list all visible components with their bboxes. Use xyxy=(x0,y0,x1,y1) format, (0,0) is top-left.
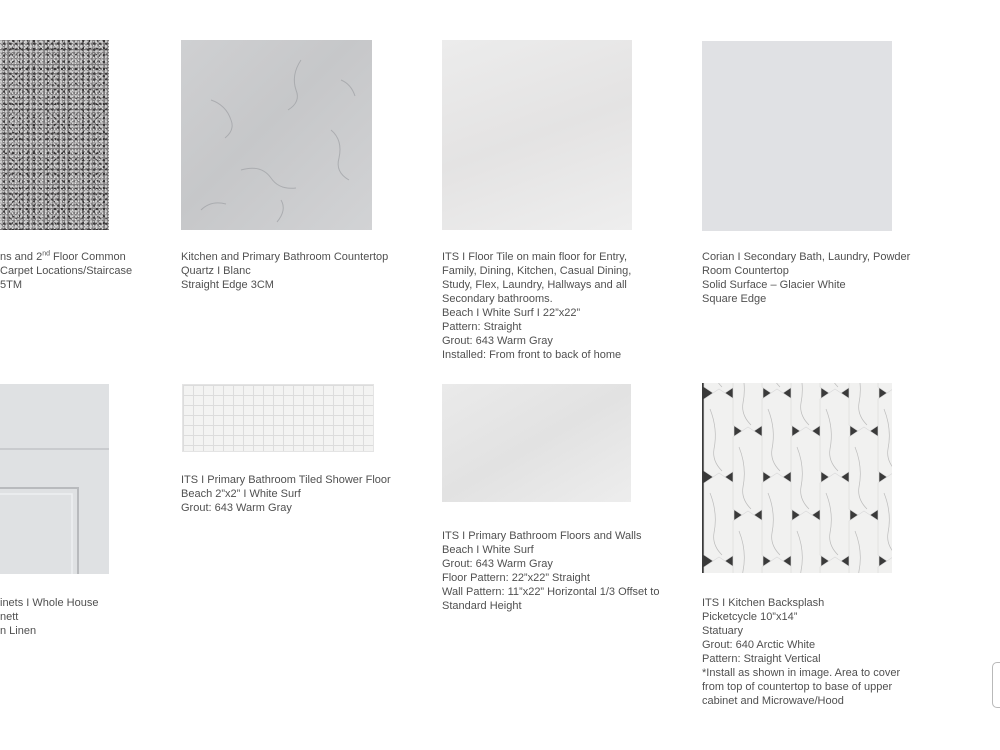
caption-line: Beach I White Surf xyxy=(442,544,534,556)
caption-line: cabinet and Microwave/Hood xyxy=(702,695,844,707)
picket-tile xyxy=(733,511,763,573)
caption-line: n Linen xyxy=(0,625,37,637)
caption-line: 5TM xyxy=(0,279,22,291)
caption-line: Statuary xyxy=(702,625,743,637)
caption-line: ITS I Primary Bathroom Tiled Shower Floor xyxy=(181,474,391,486)
picket-tile xyxy=(878,473,892,565)
floor-tile-caption xyxy=(442,250,631,362)
caption-line: Beach I White Surf I 22”x22” xyxy=(442,307,581,319)
picket-tile xyxy=(791,511,821,573)
shower-floor-caption xyxy=(181,473,391,515)
backsplash-caption xyxy=(702,596,900,708)
caption-line: inets I Whole House xyxy=(0,597,99,609)
caption-line: Picketcycle 10”x14” xyxy=(702,611,798,623)
cabinet-panel-drawing xyxy=(0,384,109,574)
caption-line: Family, Dining, Kitchen, Casual Dining, xyxy=(442,265,632,277)
marble-vein-texture xyxy=(181,40,372,230)
picket-backsplash-swatch xyxy=(702,383,892,573)
carpet-caption xyxy=(0,250,132,292)
caption-line: ns and 2nd Floor Common xyxy=(0,250,126,263)
caption-line: Grout: 640 Arctic White xyxy=(702,639,816,651)
caption-line: Wall Pattern: 11”x22” Horizontal 1/3 Offset to xyxy=(442,586,660,598)
caption-line: Grout: 643 Warm Gray xyxy=(442,558,553,570)
quartz-countertop-swatch xyxy=(181,40,372,230)
bathroom-tile-caption xyxy=(442,529,659,613)
caption-line: Quartz I Blanc xyxy=(181,265,251,277)
quartz-caption xyxy=(181,250,388,292)
caption-line: Grout: 643 Warm Gray xyxy=(181,502,292,514)
caption-line: Floor Pattern: 22”x22” Straight xyxy=(442,572,590,584)
picket-tile xyxy=(820,557,850,573)
picket-tile xyxy=(704,557,734,573)
caption-line: Installed: From front to back of home xyxy=(442,349,622,361)
caption-line: Pattern: Straight xyxy=(442,321,522,333)
caption-line: Kitchen and Primary Bathroom Countertop xyxy=(181,251,389,263)
caption-line: Square Edge xyxy=(702,293,767,305)
caption-line: Grout: 643 Warm Gray xyxy=(442,335,553,347)
caption-line: Room Countertop xyxy=(702,265,789,277)
caption-line: *Install as shown in image. Area to cover xyxy=(702,667,901,679)
caption-line: ITS I Primary Bathroom Floors and Walls xyxy=(442,530,642,542)
solid-surface-swatch xyxy=(702,41,892,231)
cabinet-door-swatch xyxy=(0,384,109,574)
caption-line: ITS I Floor Tile on main floor for Entry, xyxy=(442,251,628,263)
caption-line: ITS I Kitchen Backsplash xyxy=(702,597,825,609)
caption-line: Secondary bathrooms. xyxy=(442,293,553,305)
caption-line: Carpet Locations/Staircase xyxy=(0,265,133,277)
floor-tile-swatch xyxy=(442,40,632,230)
caption-line: Study, Flex, Laundry, Hallways and all xyxy=(442,279,627,291)
caption-line: Solid Surface – Glacier White xyxy=(702,279,846,291)
caption-line: Straight Edge 3CM xyxy=(181,279,274,291)
next-page-button[interactable] xyxy=(992,662,1000,708)
bathroom-tile-swatch xyxy=(442,384,631,502)
picket-tile xyxy=(849,511,879,573)
caption-line: Standard Height xyxy=(442,600,522,612)
picket-tile xyxy=(878,389,892,481)
carpet-swatch xyxy=(0,40,109,230)
caption-line: nett xyxy=(0,611,19,623)
caption-line: Pattern: Straight Vertical xyxy=(702,653,821,665)
caption-line: from top of countertop to base of upper xyxy=(702,681,893,693)
caption-line: Corian I Secondary Bath, Laundry, Powder xyxy=(702,251,911,263)
cabinet-caption xyxy=(0,596,98,638)
picket-tile xyxy=(762,557,792,573)
caption-line: Beach 2”x2” I White Surf xyxy=(181,488,301,500)
picket-tile-pattern xyxy=(702,383,892,573)
corian-caption xyxy=(702,250,910,306)
shower-floor-mosaic-swatch xyxy=(182,384,374,452)
